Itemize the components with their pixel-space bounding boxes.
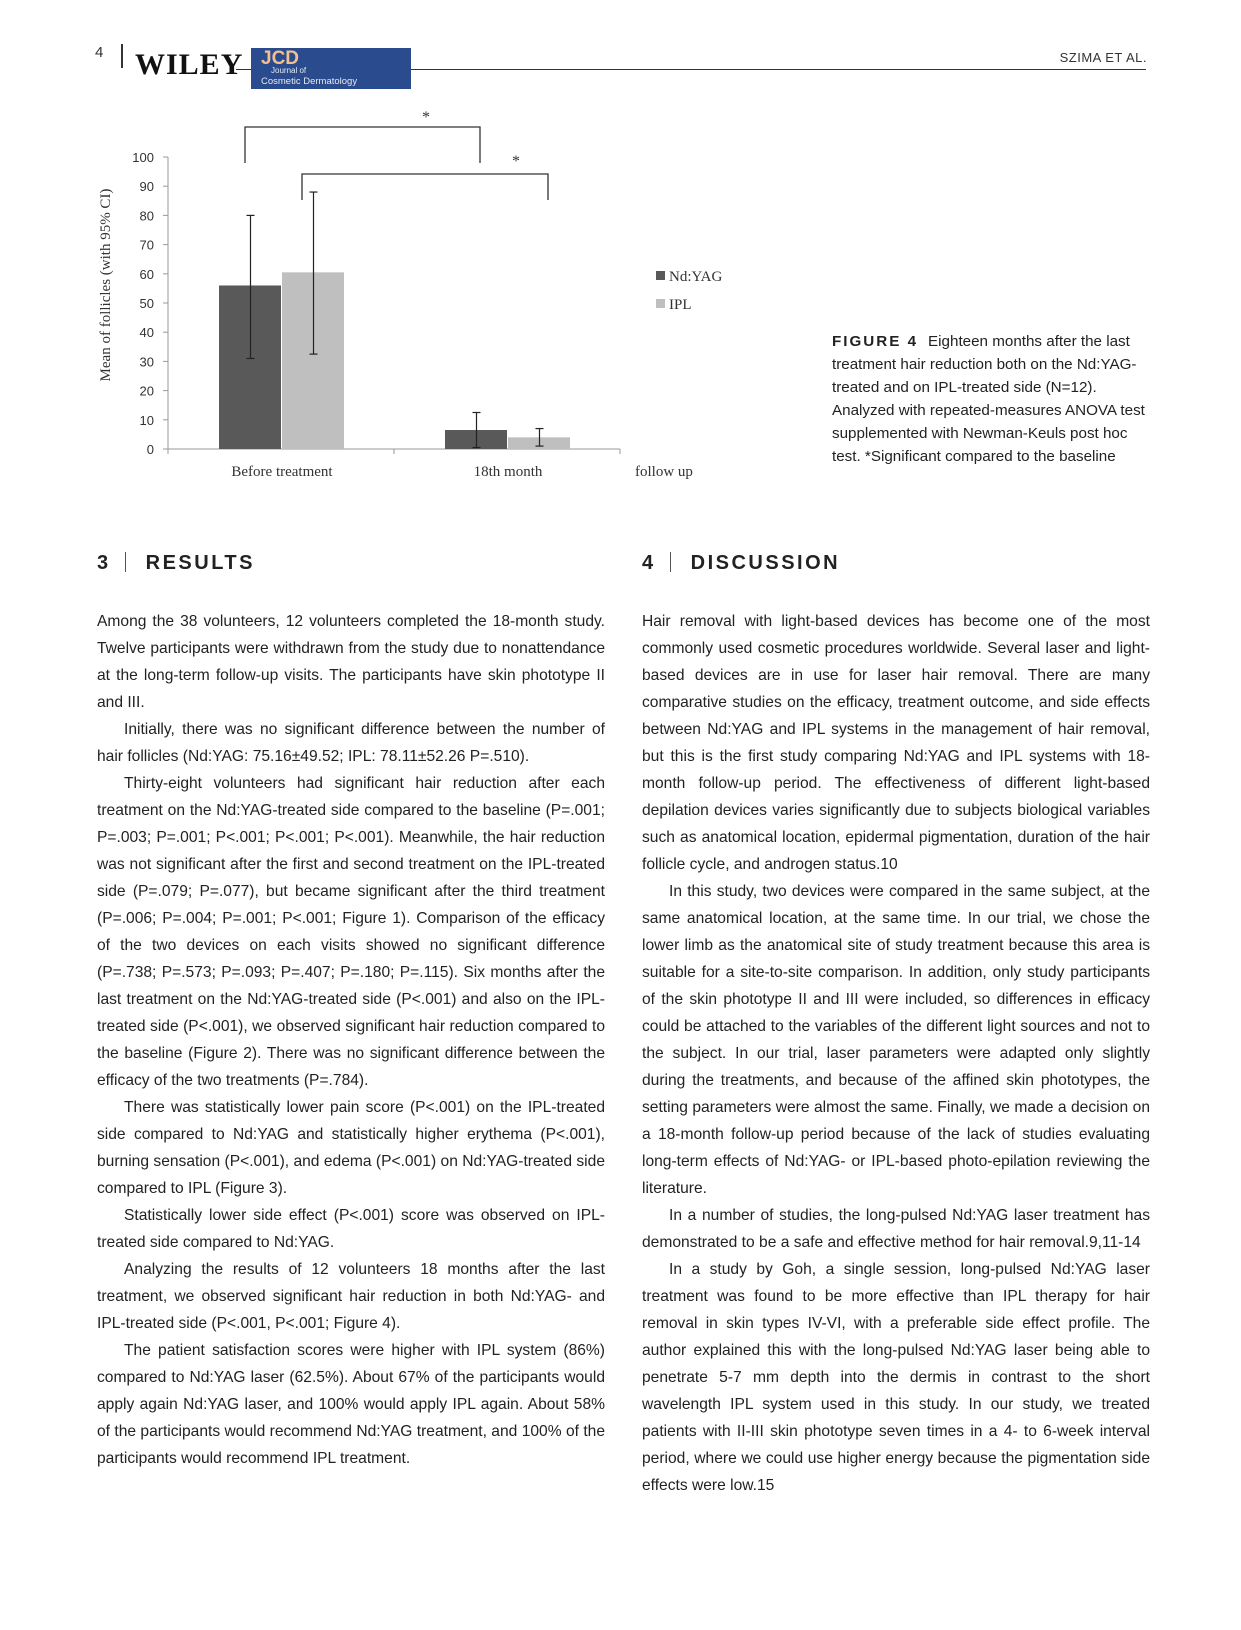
heading-separator — [670, 552, 671, 572]
legend-label: Nd:YAG — [669, 269, 723, 285]
discussion-paragraph: Hair removal with light-based devices has become one of the most commonly used cosmetic procedures worldwide. Several laser and light-based devices are in use for laser hair removal. There are many comparative studies on the efficacy, treatment outcome, and side effects between Nd:YAG and IPL systems in the management of hair removal, but this is the first study comparing Nd:YAG and IPL systems with 18-month follow-up period. The effectiveness of different light-based depilation devices varies significantly due to subjects biological variables such as anatomical location, epidermal pigmentation, duration of the hair follicle cycle, and androgen status.10 — [642, 613, 1150, 873]
journal-name-line1: Journal of — [271, 66, 307, 75]
y-tick-label: 40 — [139, 325, 154, 341]
significance-marker: * — [512, 153, 520, 170]
discussion-paragraph: In this study, two devices were compared in the same subject, at the same anatomical location, at the same time. In our trial, we chose the lower limb as the anatomical site of study treatment because this area is suitable for a site-to-site comparison. In addition, only study participants of the skin phototype II and III were included, so differences in efficacy could be attached to the variables of the different light sources and not to the subject. In our trial, laser parameters were adapted only slightly during the treatments, and because of the affined skin phototypes, the setting parameters were almost the same. Finally, we made a decision on a 18-month follow-up period because of the lack of studies evaluating long-term effects of Nd:YAG- or IPL-based photo-epilation reviewing the literature. — [642, 883, 1150, 1197]
results-paragraph: Analyzing the results of 12 volunteers 18 months after the last treatment, we observed significant hair reduction in both Nd:YAG- and IPL-treated side (P<.001, P<.001; Figure 4). — [97, 1261, 605, 1332]
y-axis-label: Mean of follicles (with 95% CI) — [98, 188, 114, 382]
x-axis-label: follow up — [635, 464, 693, 480]
legend-label: IPL — [669, 297, 692, 313]
significance-bracket — [245, 127, 480, 163]
results-number: 3 — [97, 552, 111, 574]
journal-abbr: JCD — [261, 48, 300, 69]
legend-swatch — [656, 299, 665, 308]
discussion-paragraph: In a number of studies, the long-pulsed Nd:YAG laser treatment has demonstrated to be a safe and effective method for hair removal.9,11-14 — [642, 1207, 1150, 1251]
discussion-body — [642, 608, 1150, 1499]
journal-name-line2: Cosmetic Dermatology — [261, 76, 358, 87]
publisher-logo: WILEY — [135, 48, 244, 81]
header-divider — [121, 44, 123, 68]
y-tick-label: 20 — [139, 383, 154, 399]
figure-caption — [832, 330, 1150, 468]
y-tick-label: 30 — [139, 354, 154, 370]
x-tick-label: 18th month — [473, 464, 543, 480]
running-head: SZIMA ET AL. — [1059, 50, 1147, 65]
heading-separator — [125, 552, 126, 572]
y-tick-label: 50 — [139, 296, 154, 311]
results-paragraph: Initially, there was no significant difference between the number of hair follicles (Nd:YAG: 75.16±49.52; IPL: 78.11±52.26 P=.510). — [97, 721, 605, 765]
discussion-title: DISCUSSION — [690, 552, 841, 574]
legend-swatch — [656, 271, 665, 280]
bar-chart — [90, 95, 750, 495]
results-paragraph: Statistically lower side effect (P<.001) score was observed on IPL-treated side compared to Nd:YAG. — [97, 1207, 605, 1251]
results-title: RESULTS — [145, 552, 255, 574]
figure-label: FIGURE 4 — [832, 333, 919, 350]
results-paragraph: There was statistically lower pain score (P<.001) on the IPL-treated side compared to Nd:YAG and statistically higher erythema (P<.001), burning sensation (P<.001), and edema (P<.001) on Nd:YAG-treated side compared to IPL (Figure 3). — [97, 1099, 605, 1197]
results-paragraph: The patient satisfaction scores were higher with IPL system (86%) compared to Nd:YAG laser (62.5%). About 67% of the participants would apply again Nd:YAG laser, and 100% would apply IPL again. About 58% of the participants would recommend Nd:YAG treatment, and 100% of the participants would recommend IPL treatment. — [97, 1342, 605, 1467]
results-heading — [97, 552, 255, 575]
y-tick-label: 90 — [139, 179, 154, 195]
x-tick-label: Before treatment — [231, 464, 333, 480]
y-tick-label: 60 — [139, 266, 154, 282]
page-number: 4 — [95, 44, 104, 61]
y-tick-label: 100 — [132, 150, 154, 165]
results-body — [97, 608, 605, 1472]
results-paragraph: Thirty-eight volunteers had significant hair reduction after each treatment on the Nd:YAG-treated side compared to the baseline (P=.001; P=.003; P=.001; P<.001; P<.001; P<.001). Meanwhile, the hair reduction was not significant after the first and second treatment on the IPL-treated side (P=.079; P=.077), but became significant after the third treatment (P=.006; P=.004; P=.001; P<.001; Figure 1). Comparison of the efficacy of the two devices on each visits showed no significant difference (P=.738; P=.573; P=.093; P=.407; P=.180; P=.115). Six months after the last treatment on the Nd:YAG-treated side (P<.001) and also on the IPL-treated side (P<.001), we observed significant hair reduction compared to the baseline (Figure 2). There was no significant difference between the efficacy of the two treatments (P=.784). — [97, 775, 605, 1089]
discussion-paragraph: In a study by Goh, a single session, long-pulsed Nd:YAG laser treatment was found to be more effective than IPL therapy for hair removal in skin types IV-VI, with a preferable side effect profile. The author explained this with the long-pulsed Nd:YAG laser being able to penetrate 5-7 mm depth into the dermis in contrast to the short wavelength IPL system used in this study. In our study, we treated patients with II-III skin phototype seven times in a 4- to 6-week interval period, where we could use higher energy because the pigmentation side effects were low.15 — [642, 1261, 1150, 1494]
significance-bracket — [302, 174, 548, 200]
y-tick-label: 70 — [139, 237, 154, 253]
discussion-number: 4 — [642, 552, 656, 574]
journal-logo — [251, 48, 411, 89]
y-tick-label: 10 — [139, 412, 154, 428]
significance-marker: * — [422, 109, 430, 126]
results-paragraph: Among the 38 volunteers, 12 volunteers completed the 18-month study. Twelve participants were withdrawn from the study due to nonattendance at the long-term follow-up visits. The participants have skin phototype II and III. — [97, 613, 605, 711]
y-tick-label: 80 — [139, 208, 154, 224]
y-tick-label: 0 — [146, 442, 154, 457]
discussion-heading — [642, 552, 840, 575]
figure-caption-text: Eighteen months after the last treatment hair reduction both on the Nd:YAG-treated and on IPL-treated side (N=12). Analyzed with repeated-measures ANOVA test supplemented with Newman-Keuls post hoc test. *Significant compared to the baseline — [832, 333, 1145, 465]
